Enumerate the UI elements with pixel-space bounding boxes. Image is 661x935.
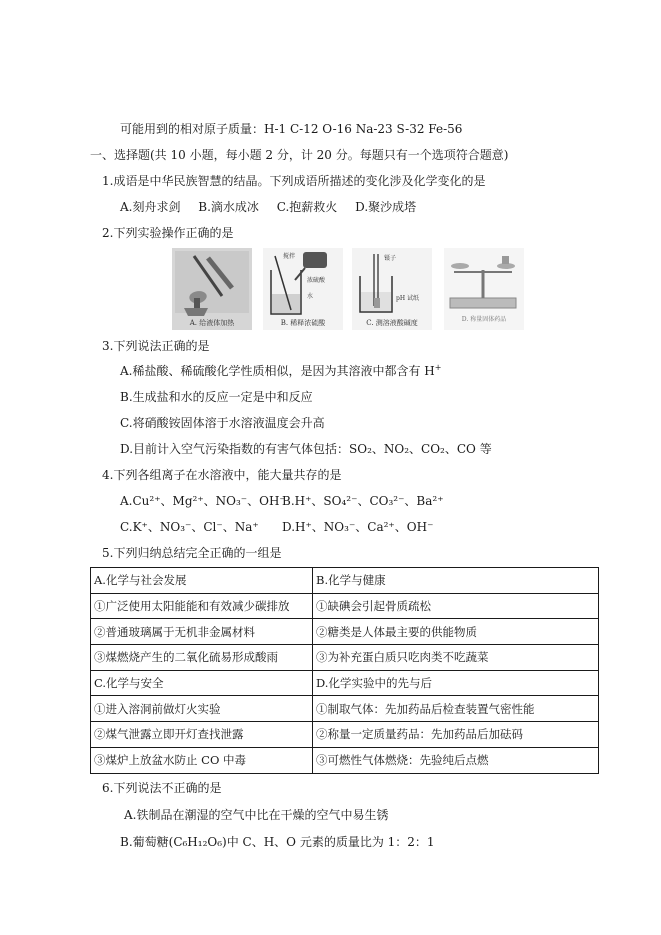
- summary-table: [90, 567, 599, 774]
- question-1-stem: 1.成语是中华民族智慧的结晶。下列成语所描述的变化涉及化学变化的是: [102, 174, 486, 188]
- question-3-option-c: C.将硝酸铵固体溶于水溶液温度会升高: [120, 416, 325, 430]
- question-4-option-a: A.Cu²⁺、Mg²⁺、NO₃⁻、OH⁻: [120, 494, 286, 508]
- question-6-option-b: B.葡萄糖(C₆H₁₂O₆)中 C、H、O 元素的质量比为 1：2：1: [120, 835, 435, 849]
- table-cell: ③为补充蛋白质只吃肉类不吃蔬菜: [313, 645, 599, 671]
- table-cell: ②煤气泄露立即开灯查找泄露: [91, 722, 313, 748]
- figure-c-label-tweezers: 镊子: [384, 255, 397, 262]
- table-row: [91, 593, 599, 619]
- table-cell: ①制取气体：先加药品后检查装置气密性能: [313, 696, 599, 722]
- table-cell: ③煤燃烧产生的二氧化硫易形成酸雨: [91, 645, 313, 671]
- table-row: [91, 722, 599, 748]
- figure-b-label-stir: 搅拌: [283, 253, 296, 260]
- question-6-stem: 6.下列说法不正确的是: [102, 781, 222, 795]
- section-heading: 一、选择题(共 10 小题，每小题 2 分，计 20 分。每题只有一个选项符合题意): [90, 148, 509, 162]
- table-cell: ②称量一定质量药品：先加药品后加砝码: [313, 722, 599, 748]
- table-cell: ①广泛使用太阳能能和有效减少碳排放: [91, 593, 313, 619]
- figure-b-label-acid: 浓硫酸: [307, 277, 326, 284]
- table-row: [91, 645, 599, 671]
- table-row: [91, 619, 599, 645]
- table-cell: D.化学实验中的先与后: [313, 670, 599, 696]
- figure-a-heating-liquid: [172, 248, 252, 330]
- table-cell: ③可燃性气体燃烧：先验纯后点燃: [313, 747, 599, 773]
- figure-c-caption: C. 测溶液酸碱度: [366, 319, 418, 327]
- table-row: [91, 568, 599, 594]
- question-4-option-b: B.H⁺、SO₄²⁻、CO₃²⁻、Ba²⁺: [282, 494, 444, 508]
- table-cell: ③煤炉上放盆水防止 CO 中毒: [91, 747, 313, 773]
- question-3-option-d: D.目前计入空气污染指数的有害气体包括：SO₂、NO₂、CO₂、CO 等: [120, 442, 492, 456]
- table-cell: ①进入溶洞前做灯火实验: [91, 696, 313, 722]
- table-row: [91, 670, 599, 696]
- question-5-stem: 5.下列归纳总结完全正确的一组是: [102, 546, 282, 560]
- table-cell: B.化学与健康: [313, 568, 599, 594]
- table-cell: A.化学与社会发展: [91, 568, 313, 594]
- atomic-masses: 可能用到的相对原子质量：H-1 C-12 O-16 Na-23 S-32 Fe-56: [120, 122, 463, 136]
- figure-a-caption: A. 给液体加热: [189, 319, 235, 327]
- question-3-stem: 3.下列说法正确的是: [102, 339, 210, 353]
- question-3-option-b: B.生成盐和水的反应一定是中和反应: [120, 390, 313, 404]
- figure-c-ph-test: [352, 248, 432, 330]
- table-cell: ②糖类是人体最主要的供能物质: [313, 619, 599, 645]
- question-4-stem: 4.下列各组离子在水溶液中，能大量共存的是: [102, 468, 342, 482]
- question-1-options: A.刻舟求剑 B.滴水成冰 C.抱薪救火 D.聚沙成塔: [120, 200, 417, 214]
- question-2-stem: 2.下列实验操作正确的是: [102, 226, 234, 240]
- figure-d-balance: [444, 248, 524, 330]
- table-cell: ②普通玻璃属于无机非金属材料: [91, 619, 313, 645]
- table-cell: ①缺碘会引起骨质疏松: [313, 593, 599, 619]
- question-3-option-a: A.稀盐酸、稀硫酸化学性质相似，是因为其溶液中都含有 H+: [120, 363, 442, 378]
- figure-b-label-water: 水: [307, 293, 314, 300]
- question-4-option-c: C.K⁺、NO₃⁻、Cl⁻、Na⁺: [120, 520, 259, 534]
- question-6-option-a: A.铁制品在潮湿的空气中比在干燥的空气中易生锈: [124, 808, 389, 822]
- table-cell: C.化学与安全: [91, 670, 313, 696]
- figure-c-label-ph-paper: pH 试纸: [396, 295, 419, 302]
- table-row: [91, 696, 599, 722]
- figure-b-caption: B. 稀释浓硫酸: [280, 319, 326, 327]
- table-row: [91, 747, 599, 773]
- figure-b-dilute-acid: [263, 248, 343, 330]
- question-4-option-d: D.H⁺、NO₃⁻、Ca²⁺、OH⁻: [282, 520, 434, 534]
- figure-d-caption: D. 称量固体药品: [461, 316, 507, 323]
